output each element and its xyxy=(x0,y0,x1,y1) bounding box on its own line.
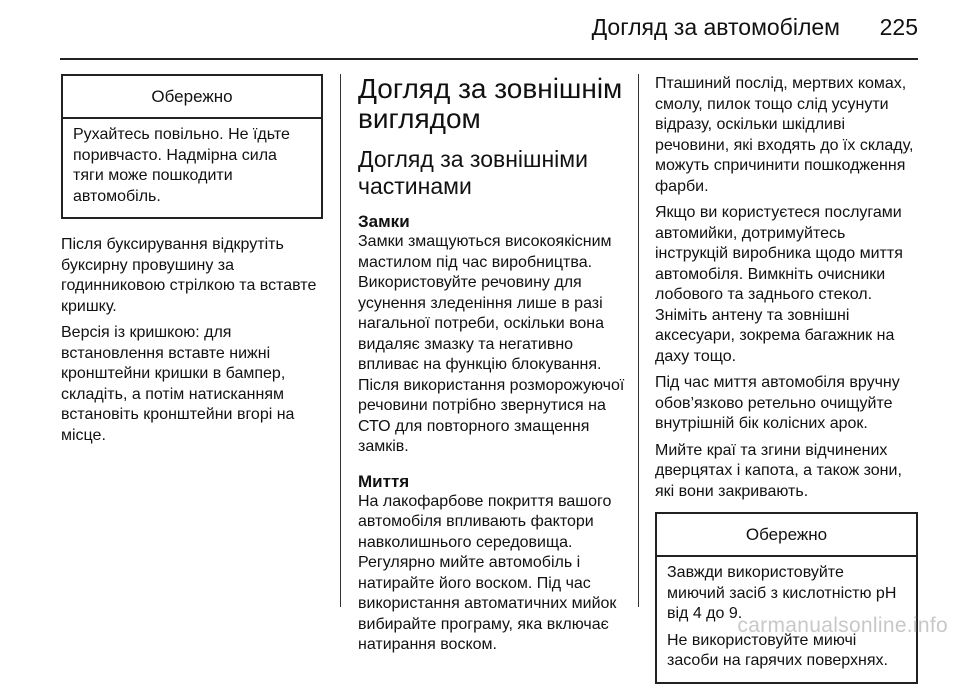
warning-box xyxy=(655,512,918,684)
locks-text: Замки змащуються високоякісним мастилом під час виробництва. Використовуйте речовину для усунення зледеніння лише в разі нагальної потреби, оскільки вона видаляє змазку та негативно впливає на функцію блокування. Після використання розморожуючої речовини потрібно звернутися на СТО для повторного змащення замків. xyxy=(358,233,625,455)
paragraph: Пташиний послід, мертвих комах, смолу, пилок тощо слід усунути відразу, оскільки шкідливі речовини, які входять до їх складу, можуть спричинити пошкодження фарби. xyxy=(655,75,914,195)
warning-text: Не використовуйте миючі засоби на гарячих поверхнях. xyxy=(667,631,888,669)
warning-title: Обережно xyxy=(63,76,321,119)
paragraph: Версія із кришкою: для встановлення вставте нижні кронштейни кришки в бампер, складіть, а потім натисканням встановіть кронштейни вгорі на місце. xyxy=(61,324,295,444)
paragraph: Під час миття автомобіля вручну обов’язково ретельно очищуйте внутрішній бік колісних арок. xyxy=(655,374,900,432)
running-header-title: Догляд за автомобілем xyxy=(591,14,840,40)
section-title: Догляд за зовнішнім виглядом xyxy=(358,73,623,134)
column-left xyxy=(61,74,323,452)
column-divider xyxy=(638,74,639,607)
warning-text: Рухайтесь повільно. Не їдьте поривчасто. Надмірна сила тяги може пошкодити автомобіль. xyxy=(73,126,290,205)
subsection-title: Догляд за зовнішніми частинами xyxy=(358,146,588,199)
page-number: 225 xyxy=(879,14,918,40)
washing-text: На лакофарбове покриття вашого автомобіля впливають фактори навколишнього середовища. Регулярно мийте автомобіль і натирайте його воском. Під час використання автоматичних мийок вибирайте програму, яка включає натирання воском. xyxy=(358,492,617,653)
locks-heading: Замки xyxy=(358,212,410,231)
warning-box xyxy=(61,74,323,219)
washing-heading: Миття xyxy=(358,471,410,491)
warning-title: Обережно xyxy=(657,514,916,557)
paragraph: Після буксирування відкрутіть буксирну провушину за годинниковою стрілкою та вставте кришку. xyxy=(61,236,317,315)
warning-text: Завжди використовуйте миючий засіб з кислотністю pH від 4 до 9. xyxy=(667,564,897,622)
watermark: carmanualsonline.info xyxy=(737,614,948,637)
column-right xyxy=(655,74,918,684)
column-middle xyxy=(358,74,628,662)
paragraph: Мийте краї та згини відчинених дверцятах і капота, а також зони, які вони закривають. xyxy=(655,441,902,500)
paragraph: Якщо ви користуєтеся послугами автомийки, дотримуйтесь інструкцій виробника щодо миття автомобіля. Вимкніть очисники лобового та заднього стекол. Зніміть антену та зовнішні аксесуари, зокрема багажник на даху тощо. xyxy=(655,204,903,365)
header-rule xyxy=(60,58,918,60)
page-header xyxy=(60,0,918,60)
column-divider xyxy=(340,74,341,607)
